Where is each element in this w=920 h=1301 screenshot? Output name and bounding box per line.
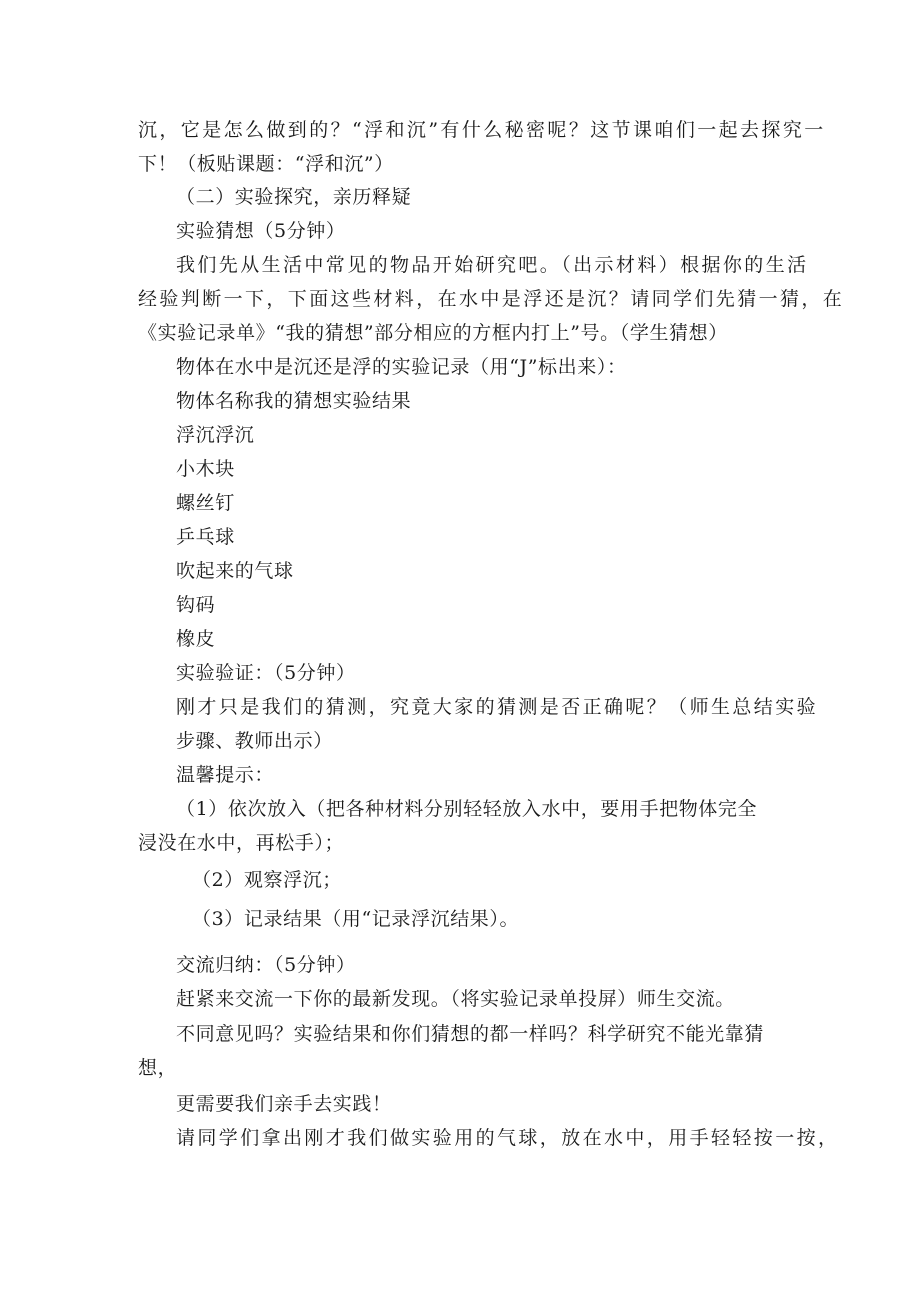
paragraph-line: 刚才只是我们的猜测，究竟大家的猜测是否正确呢？（师生总结实验 xyxy=(176,696,819,718)
paragraph-line: 下！（板贴课题：“浮和沉”） xyxy=(138,153,394,175)
paragraph-line: 想， xyxy=(138,1057,178,1079)
record-item: 小木块 xyxy=(176,458,235,480)
subsection-heading: 实验验证：（5分钟） xyxy=(176,662,356,684)
record-item: 吹起来的气球 xyxy=(176,560,294,582)
record-subheader: 浮沉浮沉 xyxy=(176,424,255,446)
record-item: 乒乓球 xyxy=(176,526,235,548)
record-header: 物体名称我的猜想实验结果 xyxy=(176,390,412,412)
paragraph-line: 请同学们拿出刚才我们做实验用的气球，放在水中，用手轻轻按一按， xyxy=(176,1127,840,1149)
paragraph-line: 不同意见吗？实验结果和你们猜想的都一样吗？科学研究不能光靠猜 xyxy=(176,1023,765,1045)
paragraph-line: 我们先从生活中常见的物品开始研究吧。（出示材料）根据你的生活 xyxy=(176,254,809,276)
tip-item: （3）记录结果（用“记录浮沉结果）。 xyxy=(192,908,520,930)
paragraph-line: 《实验记录单》“我的猜想”部分相应的方框内打上”号。（学生猜想） xyxy=(138,322,728,344)
tips-heading: 温馨提示： xyxy=(176,764,275,786)
paragraph-line: 沉，它是怎么做到的？“浮和沉”有什么秘密呢？这节课咱们一起去探究一 xyxy=(138,119,826,141)
tip-item: （2）观察浮沉； xyxy=(192,869,342,891)
tip-item: （1）依次放入（把各种材料分别轻轻放入水中，要用手把物体完全 xyxy=(176,798,758,820)
paragraph-line: 步骤、教师出示） xyxy=(176,730,333,752)
tip-item: 浸没在水中，再松手）； xyxy=(138,832,345,854)
record-item: 螺丝钉 xyxy=(176,492,235,514)
paragraph-line: 赶紧来交流一下你的最新发现。（将实验记录单投屏）师生交流。 xyxy=(176,988,735,1010)
subsection-heading: 交流归纳：（5分钟） xyxy=(176,954,356,976)
record-item: 钩码 xyxy=(176,594,216,616)
subsection-heading: 实验猜想（5分钟） xyxy=(176,220,346,242)
record-item: 橡皮 xyxy=(176,628,216,650)
paragraph-line: 经验判断一下，下面这些材料，在水中是浮还是沉？请同学们先猜一猜，在 xyxy=(138,288,845,310)
paragraph-line: 更需要我们亲手去实践！ xyxy=(176,1093,392,1115)
record-title: 物体在水中是沉还是浮的实验记录（用“J”标出来）： xyxy=(176,356,627,378)
section-heading: （二）实验探究，亲历释疑 xyxy=(176,186,412,208)
